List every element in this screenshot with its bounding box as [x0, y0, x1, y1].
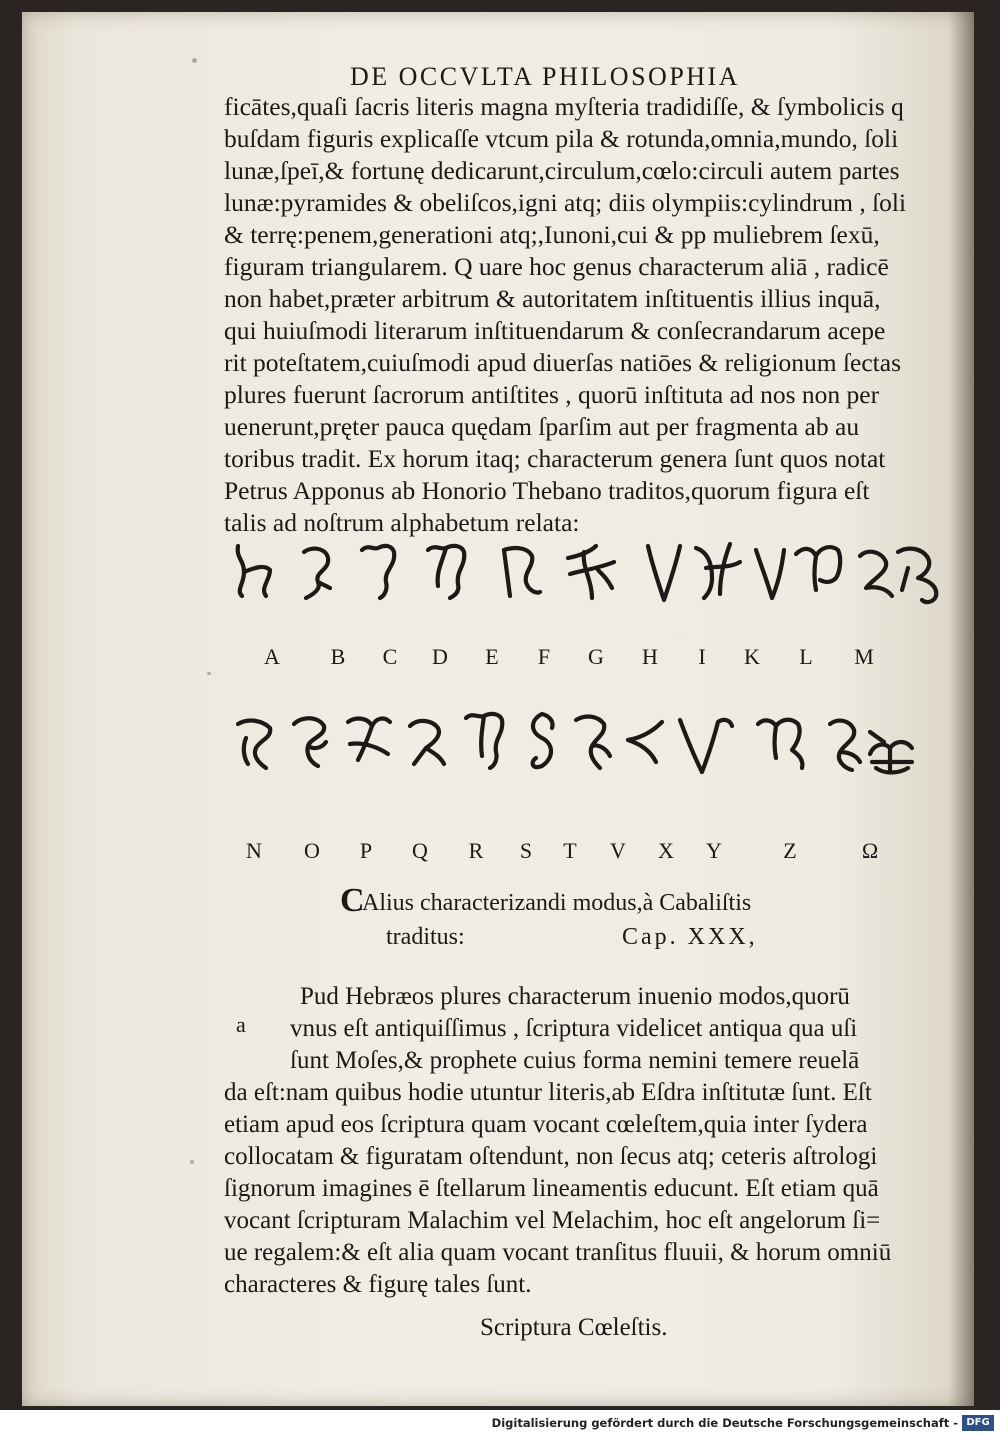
chapter-line: ſunt Moſes,& prophete cuius forma nemini temere reuelā [290, 1047, 860, 1074]
alphabet-letter: P [359, 838, 373, 863]
theban-glyph-r [460, 708, 510, 772]
alphabet-letter: V [610, 838, 626, 863]
body-line: rit poteſtatem,cuiuſmodi apud diuerſas natiōes & religionum ſectas [224, 348, 901, 377]
theban-glyph-row-2 [22, 702, 974, 788]
theban-glyph-g [642, 538, 686, 606]
alphabet-letter: H [642, 644, 658, 669]
alphabet-letter: A [264, 644, 280, 669]
theban-glyph-n [232, 710, 280, 776]
credit-bar [0, 1410, 1000, 1438]
theban-glyph-p [342, 708, 396, 768]
body-line: ficātes,quaſi ſacris literis magna myſteria tradidiſſe, & ſymbolicis q [224, 92, 904, 121]
body-line: lunæ:pyramides & obeliſcos,igni atq; diis olympiis:cylindrum , ſoli [224, 188, 907, 217]
alphabet-letter: I [698, 644, 706, 669]
body-line: talis ad noſtrum alphabetum relata: [224, 508, 580, 537]
alphabet-letter: Ω [861, 838, 879, 863]
chapter-line: vocant ſcripturam Malachim vel Melachim, hoc eſt angelorum ſi= [224, 1207, 881, 1234]
chapter-subtitle: traditus: [386, 924, 465, 950]
paper-speck [190, 1160, 194, 1164]
body-line: plures fuerunt ſacrorum antiſtites , quorū inſtituta ad nos non per [224, 380, 880, 409]
dfg-logo: DFG [962, 1415, 994, 1431]
theban-glyph-x [674, 710, 736, 778]
chapter-line: ue regalem:& eſt alia quam vocant tranſitus fluuii, & horum omniū [224, 1239, 892, 1266]
alphabet-letter: N [246, 838, 262, 863]
body-line: figuram triangularem. Q uare hoc genus characterum aliā , radicē [224, 252, 889, 281]
body-line: non habet,præter arbitrum & autoritatem inſtituentis illius inquā, [224, 284, 881, 313]
theban-glyph-a [230, 538, 276, 604]
chapter-line: Pud Hebræos plures characterum inuenio modos,quorū [300, 983, 850, 1010]
alphabet-letter: T [563, 838, 577, 863]
alphabet-letter: K [744, 644, 760, 669]
latin-letter-row-1 [22, 644, 974, 674]
chapter-line: collocatam & figuratam oſtendunt, non ſecus atq; ceteris aſtrologi [224, 1143, 878, 1170]
theban-glyph-row-1 [22, 532, 974, 612]
chapter-line: da eſt:nam quibus hodie utuntur literis,ab Eſdra inſtitutæ ſunt. Eſt [224, 1079, 872, 1106]
alphabet-letter: D [432, 644, 448, 669]
chapter-pilcrow-initial: C [340, 882, 365, 919]
body-line: toribus tradit. Ex horum itaq; characterum genera ſunt quos notat [224, 444, 886, 473]
alphabet-letter: G [588, 644, 604, 669]
alphabet-letter: X [658, 838, 674, 863]
chapter-line: vnus eſt antiquiſſimus , ſcriptura videlicet antiqua qua uſi [290, 1015, 858, 1042]
theban-glyph-s [522, 708, 562, 776]
alphabet-letter: O [304, 838, 320, 863]
alphabet-letter: C [382, 644, 398, 669]
theban-glyph-t [570, 708, 616, 776]
theban-glyph-h [690, 538, 746, 604]
theban-glyph-k [790, 538, 852, 600]
alphabet-letter: L [799, 644, 813, 669]
book-page [22, 12, 974, 1406]
body-line: qui huiuſmodi literarum inſtituendarum & conſecrandarum acepe [224, 316, 886, 345]
marginal-note: a [236, 1012, 246, 1037]
alphabet-letter: Y [706, 838, 722, 863]
credit-text: Digitalisierung gefördert durch die Deutsche Forschungsgemeinschaft - [491, 1416, 958, 1430]
theban-glyph-omega [864, 724, 918, 780]
theban-glyph-y [752, 710, 814, 774]
alphabet-letter: F [537, 644, 551, 669]
body-line: Petrus Apponus ab Honorio Thebano traditos,quorum figura eſt [224, 476, 870, 505]
chapter-title: Alius characterizandi modus,à Cabaliſtis [362, 890, 752, 916]
theban-glyph-i [750, 540, 790, 602]
paper-speck [192, 58, 197, 63]
theban-glyph-o [288, 710, 332, 774]
theban-glyph-f [562, 540, 620, 604]
body-line: buſdam figuris explicaſſe vtcum pila & rotunda,omnia,mundo, ſoli [224, 124, 899, 153]
body-line: lunæ,ſpeī,& fortunę dedicarunt,circulum,cœlo:circuli autem partes [224, 156, 900, 185]
chapter-number: Cap. XXX, [622, 924, 758, 950]
theban-glyph-z [822, 710, 866, 776]
theban-glyph-e [496, 538, 544, 604]
alphabet-letter: R [468, 838, 484, 863]
alphabet-letter: B [330, 644, 346, 669]
theban-glyph-q [404, 710, 450, 772]
body-line: & terrę:penem,generationi atq;,Iunoni,cui & pp muliebrem ſexū, [224, 220, 880, 249]
running-head: DE OCCVLTA PHILOSOPHIA [350, 62, 740, 91]
theban-glyph-b [296, 540, 338, 602]
chapter-line: etiam apud eos ſcriptura quam vocant cœleſtem,quia inter ſydera [224, 1111, 868, 1138]
scriptura-caption: Scriptura Cœleſtis. [480, 1314, 668, 1341]
alphabet-letter: S [519, 838, 533, 863]
theban-glyph-c [356, 540, 402, 602]
theban-glyph-v [622, 716, 668, 768]
chapter-line: characteres & figurę tales ſunt. [224, 1271, 532, 1298]
alphabet-letter: E [485, 644, 499, 669]
latin-letter-row-2 [22, 838, 974, 868]
body-line: uenerunt,pręter pauca quędam ſparſim aut per fragmenta ab au [224, 412, 860, 441]
chapter-line: ſignorum imagines ē ſtellarum lineamentis educunt. Eſt etiam quā [224, 1175, 879, 1202]
alphabet-letter: Q [412, 838, 428, 863]
theban-glyph-d [422, 540, 472, 602]
alphabet-letter: M [854, 644, 874, 669]
theban-glyph-m [892, 540, 944, 608]
alphabet-letter: Z [783, 838, 797, 863]
